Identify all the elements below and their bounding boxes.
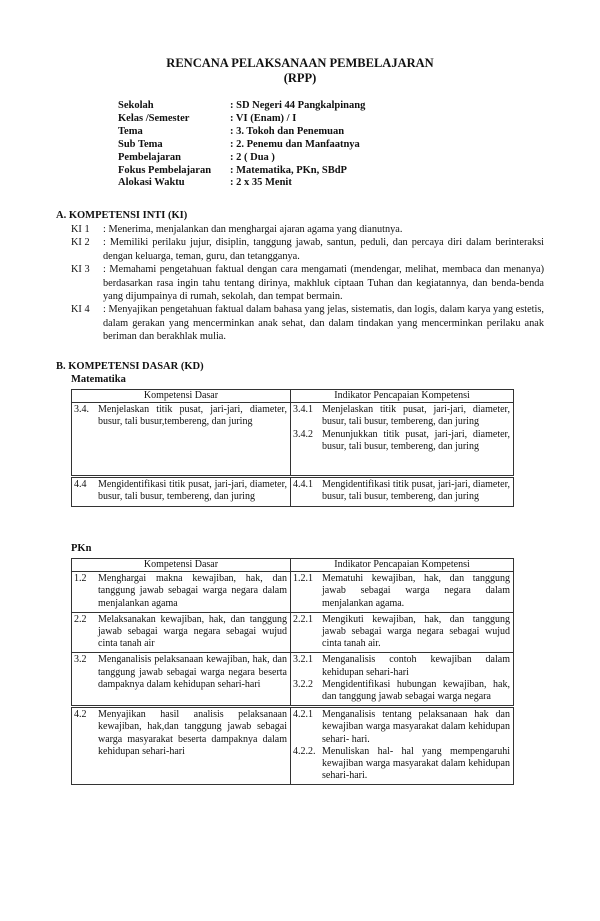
kd-text: Menganalisis pelaksanaan kewajiban, hak, dan tanggung jawab sebagai warga negara beserta dampaknya dalam kehidupan sehari-hari	[98, 654, 287, 690]
indicator-text: Menganalisis tentang pelaksanaan hak dan kewajiban warga masyarakat dalam kehidupan sehari- hari.	[322, 709, 510, 745]
indicator-number: 3.2.2	[293, 678, 313, 690]
ki-code: KI 4	[71, 304, 90, 316]
indicator-text: Mematuhi kewajiban, hak, dan tanggung jawab sebagai warga negara dalam menjalankan agama.	[322, 573, 510, 609]
indicator-number: 3.4.1	[293, 404, 313, 416]
indicator-text: Menuliskan hal- hal yang mempengaruhi kewajiban warga masyarakat dalam kehidupan sehari-hari.	[322, 745, 510, 782]
ki-item	[71, 303, 544, 343]
kd-cell	[72, 403, 291, 477]
indicator-cell	[291, 612, 514, 653]
ki-list	[71, 223, 544, 344]
identity-label: Sub Tema	[118, 138, 163, 150]
kd-cell	[72, 612, 291, 653]
kd-cell	[72, 572, 291, 613]
kd-text: Menjelaskan titik pusat, jari-jari, diameter, busur, tali busur,tembereng, dan juring	[98, 404, 287, 428]
kd-text: Melaksanakan kewajiban, hak, dan tanggung jawab sebagai warga negara sebagai wujud cinta tanah air	[98, 613, 287, 650]
document-subtitle: (RPP)	[283, 71, 317, 85]
kd-cell	[72, 653, 291, 707]
kd-number: 1.2	[74, 573, 87, 585]
kd-cell	[72, 707, 291, 785]
identity-value: : 2. Penemu dan Manfaatnya	[230, 138, 360, 150]
table-row	[72, 653, 514, 707]
table-row	[72, 572, 514, 613]
table-row	[72, 403, 514, 477]
indicator-text: Mengidentifikasi titik pusat, jari-jari, diameter, busur, tali busur, tembereng, dan juring	[322, 479, 510, 503]
indicator-text: Menjelaskan titik pusat, jari-jari, diameter, busur, tali busur, tembereng, dan juring	[322, 404, 510, 428]
identity-label: Alokasi Waktu	[118, 177, 185, 189]
ki-item	[71, 236, 544, 263]
identity-row	[118, 100, 365, 113]
column-header-ipk: Indikator Pencapaian Kompetensi	[291, 390, 514, 403]
indicator-cell	[291, 572, 514, 613]
indicator-number: 2.2.1	[293, 613, 313, 625]
kd-text: Menyajikan hasil analisis pelaksanaan kewajiban, hak,dan tanggung jawab sebagai warga masyarakat beserta dampaknya dalam kehidupan sehari-hari	[98, 709, 287, 757]
indicator-number: 3.2.1	[293, 654, 313, 666]
kd-number: 3.4.	[74, 404, 89, 416]
identity-row	[118, 113, 365, 126]
kd-number: 3.2	[74, 654, 87, 666]
ki-code: KI 3	[71, 264, 90, 276]
kd-cell	[72, 477, 291, 506]
indicator-text: Mengikuti kewajiban, hak, dan tanggung jawab sebagai warga negara sebagai wujud cinta tanah air.	[322, 613, 510, 650]
ki-code: KI 1	[71, 224, 90, 235]
table-header-row	[72, 559, 514, 572]
column-header-kd: Kompetensi Dasar	[72, 559, 291, 572]
indicator-text: Menunjukkan titik pusat, jari-jari, diameter, busur, tali busur, tembereng, dan juring	[322, 428, 510, 452]
kd-number: 2.2	[74, 613, 87, 625]
identity-row	[118, 139, 365, 152]
indicator-number: 3.4.2	[293, 428, 313, 440]
kd-number: 4.2	[74, 709, 87, 721]
indicator-number: 4.2.1	[293, 709, 313, 721]
identity-row	[118, 152, 365, 165]
identity-label: Tema	[118, 125, 143, 137]
indicator-cell	[291, 653, 514, 707]
identity-value: : 3. Tokoh dan Penemuan	[230, 125, 345, 137]
kd-text: Mengidentifikasi titik pusat, jari-jari, diameter, busur, tali busur, tembereng, dan juring	[98, 479, 287, 503]
matematika-table	[71, 389, 514, 507]
column-header-kd: Kompetensi Dasar	[72, 390, 291, 403]
section-a-heading: A. KOMPETENSI INTI (KI)	[56, 210, 188, 221]
identity-value: : VI (Enam) / I	[230, 112, 297, 124]
section-b-heading: B. KOMPETENSI DASAR (KD)	[56, 361, 204, 372]
document-title: RENCANA PELAKSANAAN PEMBELAJARAN	[166, 56, 434, 70]
kd-number: 4.4	[74, 479, 87, 491]
column-header-ipk: Indikator Pencapaian Kompetensi	[291, 559, 514, 572]
indicator-cell	[291, 477, 514, 506]
table-header-row	[72, 390, 514, 403]
identity-label: Pembelajaran	[118, 151, 181, 163]
ki-text: : Menerima, menjalankan dan menghargai ajaran agama yang dianutnya.	[103, 223, 544, 236]
ki-item	[71, 223, 544, 236]
kd-text: Menghargai makna kewajiban, hak, dan tanggung jawab sebagai warga negara dalam menjalankan agama	[98, 573, 287, 609]
indicator-cell	[291, 403, 514, 477]
ki-code: KI 2	[71, 237, 90, 249]
identity-value: : 2 x 35 Menit	[230, 177, 292, 189]
identity-value: : Matematika, PKn, SBdP	[230, 164, 347, 176]
identity-value: : 2 ( Dua )	[230, 151, 275, 163]
identity-label: Kelas /Semester	[118, 112, 190, 124]
table-row	[72, 707, 514, 785]
identity-row	[118, 177, 365, 190]
indicator-text: Menganalisis contoh kewajiban dalam kehidupan sehari-hari	[322, 654, 510, 678]
indicator-text: Mengidentifikasi hubungan kewajiban, hak, dan tanggung jawab sebagai warga negara	[322, 678, 510, 703]
subject-label-pkn: PKn	[71, 543, 92, 554]
identity-row	[118, 126, 365, 139]
ki-text: : Memahami pengetahuan faktual dengan cara mengamati (mendengar, melihat, membaca dan menanya) berdasarkan rasa ingin tahu tentang dirinya, makhluk ciptaan Tuhan dan kegiatannya, dan benda-benda yang dijumpainya di rumah, sekolah, dan tempat bermain.	[103, 263, 544, 303]
ki-text: : Menyajikan pengetahuan faktual dalam bahasa yang jelas, sistematis, dan logis, dalam karya yang estetis, dalam gerakan yang mencerminkan anak sehat, dan dalam tindakan yang mencerminkan perilaku anak beriman dan berakhlak mulia.	[103, 303, 544, 343]
table-row	[72, 477, 514, 506]
subject-label-matematika: Matematika	[71, 374, 126, 385]
pkn-table	[71, 558, 514, 785]
ki-text: : Memiliki perilaku jujur, disiplin, tanggung jawab, santun, peduli, dan percaya diri dalam berinteraksi dengan keluarga, teman, guru, dan tetangganya.	[103, 236, 544, 263]
identity-row	[118, 165, 365, 178]
identity-label: Sekolah	[118, 100, 154, 111]
identity-label: Fokus Pembelajaran	[118, 164, 212, 176]
indicator-cell	[291, 707, 514, 785]
table-row	[72, 612, 514, 653]
indicator-number: 4.2.2.	[293, 745, 316, 757]
indicator-number: 1.2.1	[293, 573, 313, 585]
indicator-number: 4.4.1	[293, 479, 313, 491]
identity-value: : SD Negeri 44 Pangkalpinang	[230, 100, 366, 111]
identity-table	[118, 100, 365, 190]
ki-item	[71, 263, 544, 303]
